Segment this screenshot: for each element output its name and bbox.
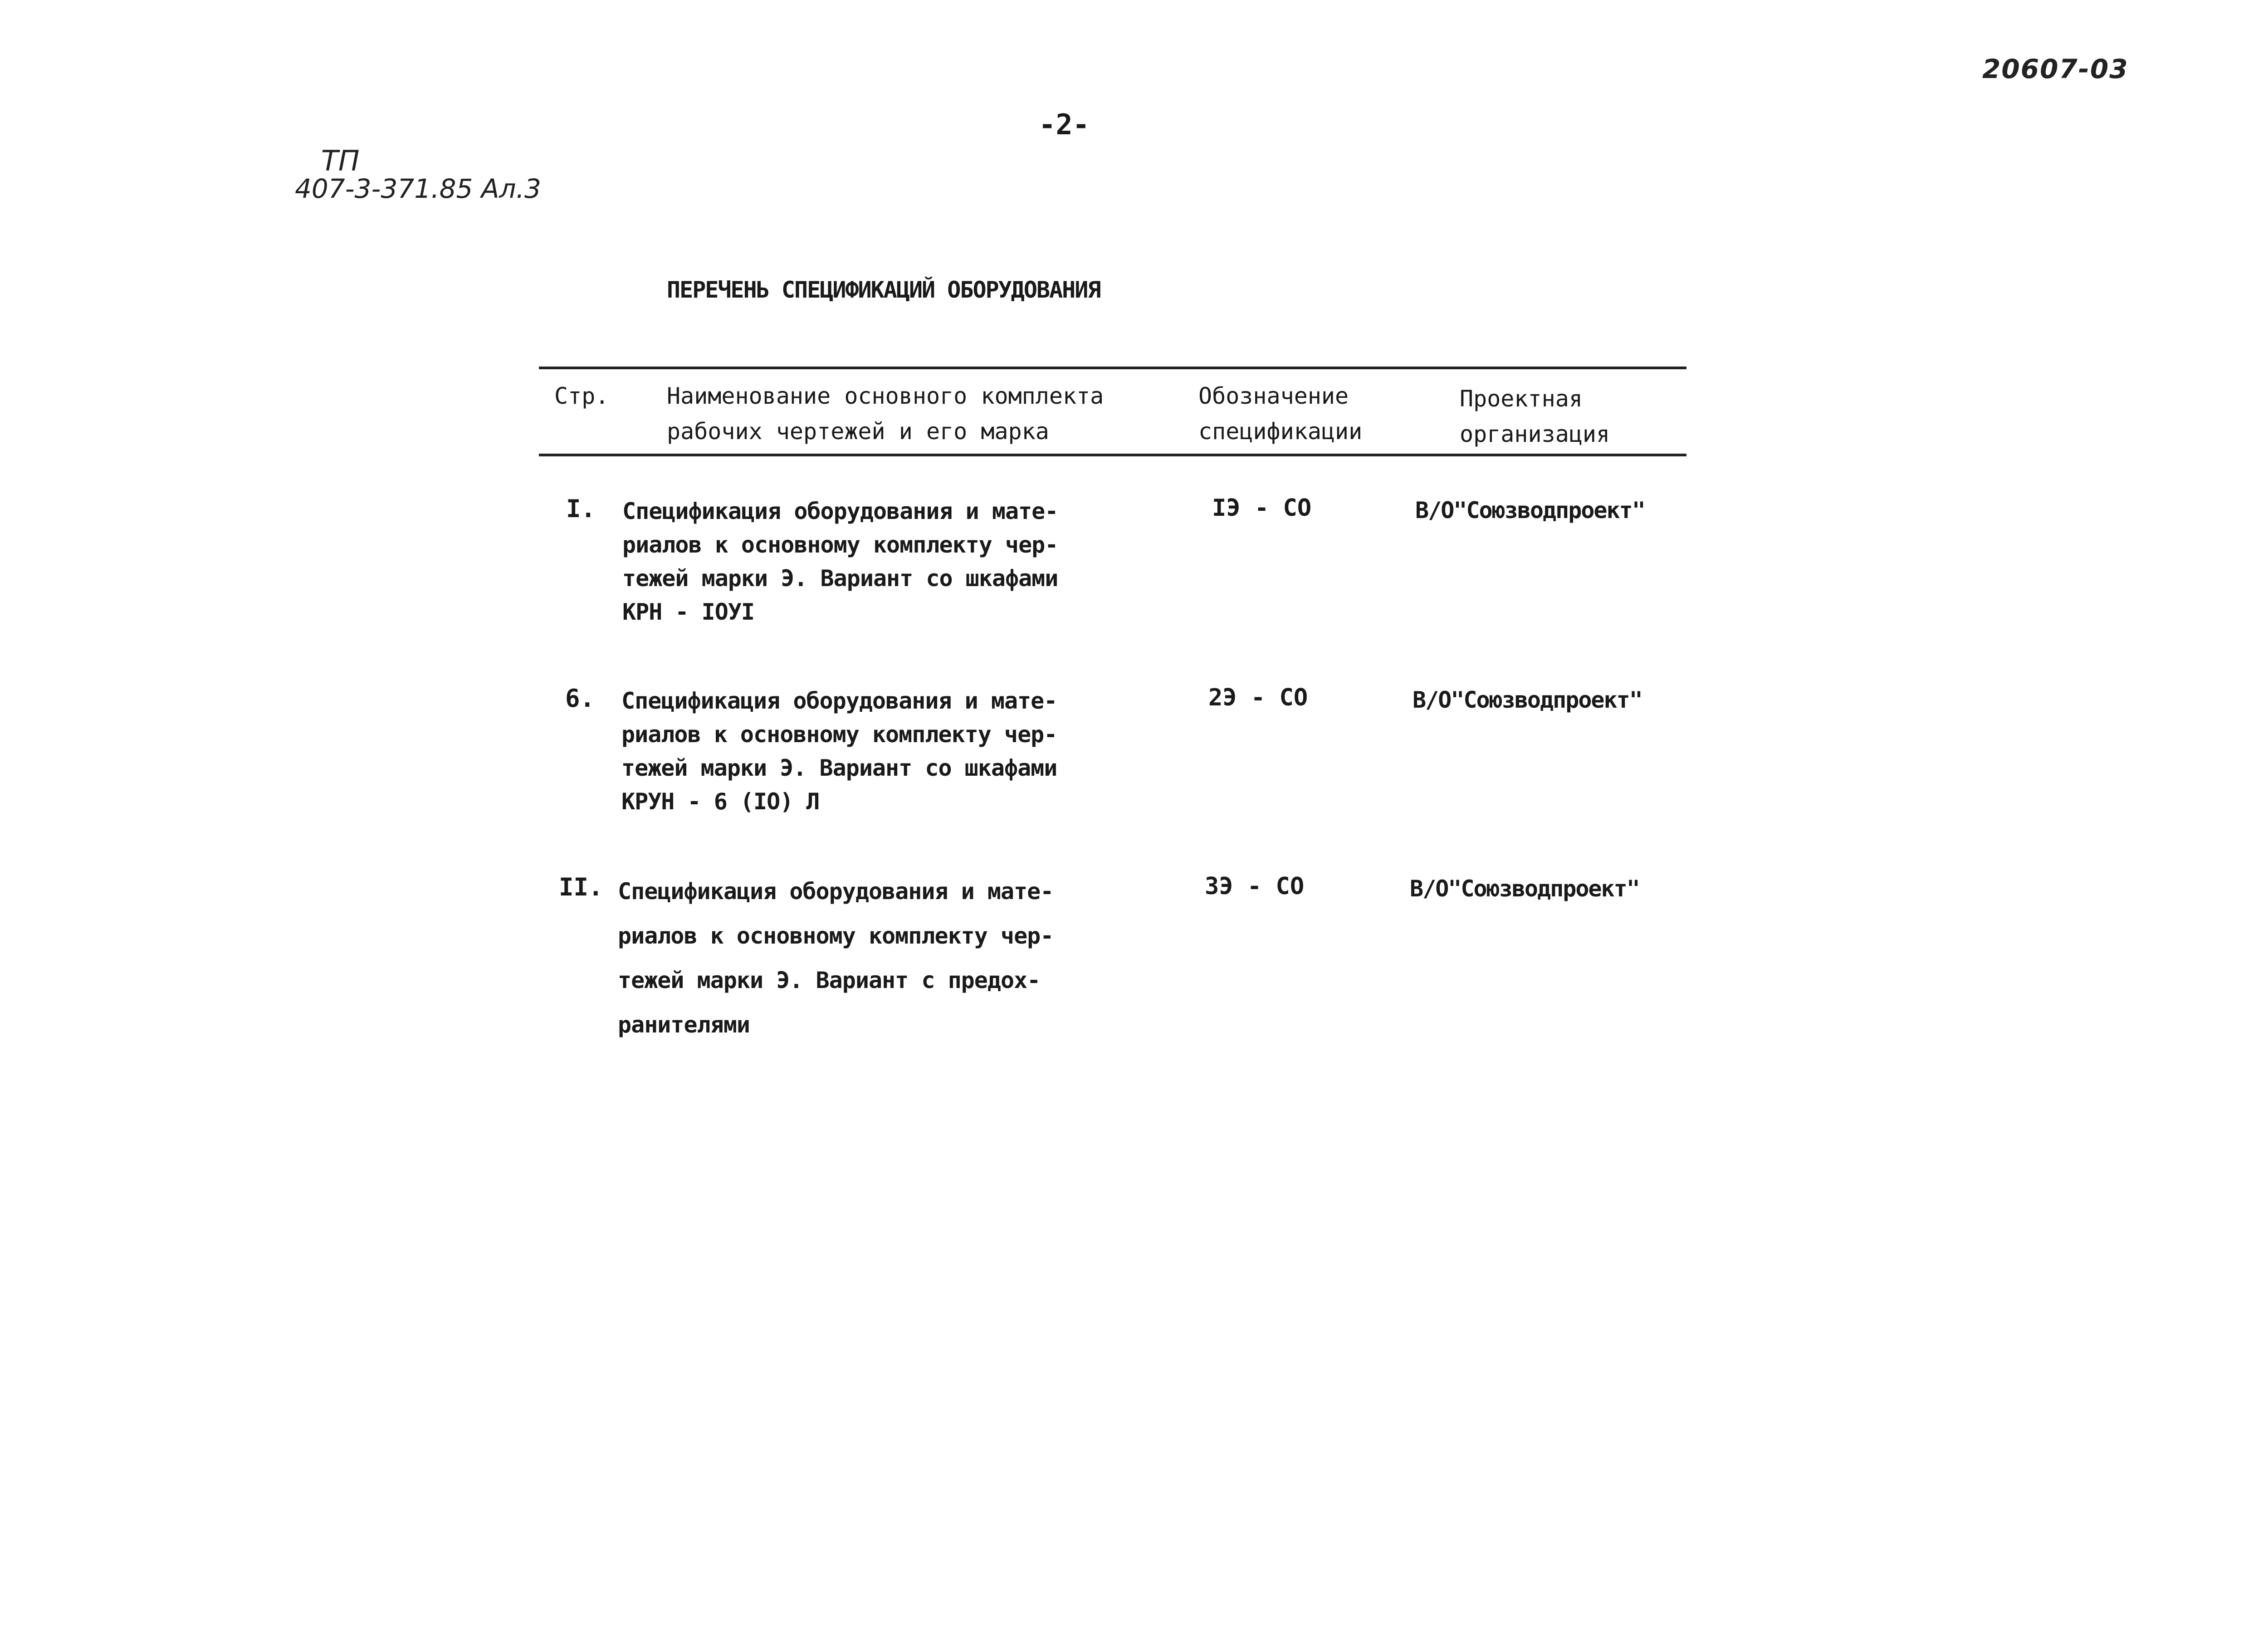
- column-header-code-line1: Обозначение: [1198, 383, 1349, 409]
- row-2-desc-line: риалов к основному комплекту чер-: [621, 721, 1057, 748]
- column-header-org-line2: организация: [1460, 421, 1610, 447]
- row-2-page: 6.: [565, 684, 595, 713]
- row-1-desc-line: тежей марки Э. Вариант со шкафами: [622, 565, 1058, 592]
- row-1-spec-code: IЭ - СО: [1212, 494, 1312, 522]
- row-1-desc-line: риалов к основному комплекту чер-: [622, 532, 1058, 558]
- row-3-desc-line: тежей марки Э. Вариант с предох-: [618, 967, 1041, 993]
- row-2-desc-line: Спецификация оборудования и мате-: [621, 688, 1057, 714]
- row-3-organization: В/О"Союзводпроект": [1410, 876, 1639, 902]
- row-2-desc-line: тежей марки Э. Вариант со шкафами: [621, 755, 1057, 781]
- row-3-desc-line: риалов к основному комплекту чер-: [618, 923, 1054, 949]
- table-header-rule: [539, 454, 1686, 456]
- row-1-desc-line: КРН - IОУI: [622, 599, 755, 625]
- column-header-name-line2: рабочих чертежей и его марка: [667, 418, 1049, 445]
- column-header-code: [1198, 378, 1362, 449]
- column-header-page: Стр.: [554, 383, 609, 409]
- row-2-desc-line: КРУН - 6 (IО) Л: [621, 788, 820, 815]
- column-header-name-line1: Наименование основного комплекта: [667, 383, 1104, 409]
- row-1-description: [622, 494, 1058, 629]
- project-reference-prefix: ТП: [321, 144, 360, 177]
- page-number: -2-: [1039, 108, 1090, 141]
- row-1-page: I.: [566, 494, 596, 523]
- page-title: ПЕРЕЧЕНЬ СПЕЦИФИКАЦИЙ ОБОРУДОВАНИЯ: [667, 277, 1100, 303]
- row-2-organization: В/О"Союзводпроект": [1413, 687, 1642, 713]
- row-3-spec-code: 3Э - СО: [1205, 873, 1305, 900]
- row-3-description: [618, 869, 1053, 1047]
- document-code: 20607-03: [1982, 54, 2129, 84]
- column-header-org: [1460, 381, 1610, 452]
- column-header-org-line1: Проектная: [1460, 386, 1583, 412]
- row-2-spec-code: 2Э - СО: [1208, 684, 1308, 711]
- row-2-description: [621, 684, 1057, 818]
- row-3-desc-line: ранителями: [618, 1012, 750, 1038]
- column-header-name: [667, 378, 1104, 449]
- table-top-rule: [539, 367, 1686, 369]
- row-3-desc-line: Спецификация оборудования и мате-: [618, 878, 1054, 905]
- row-3-page: II.: [559, 873, 603, 901]
- column-header-code-line2: спецификации: [1198, 418, 1363, 445]
- row-1-desc-line: Спецификация оборудования и мате-: [622, 498, 1058, 524]
- row-1-organization: В/О"Союзводпроект": [1415, 497, 1645, 523]
- project-reference-number: 407-3-371.85 Ал.3: [295, 173, 541, 204]
